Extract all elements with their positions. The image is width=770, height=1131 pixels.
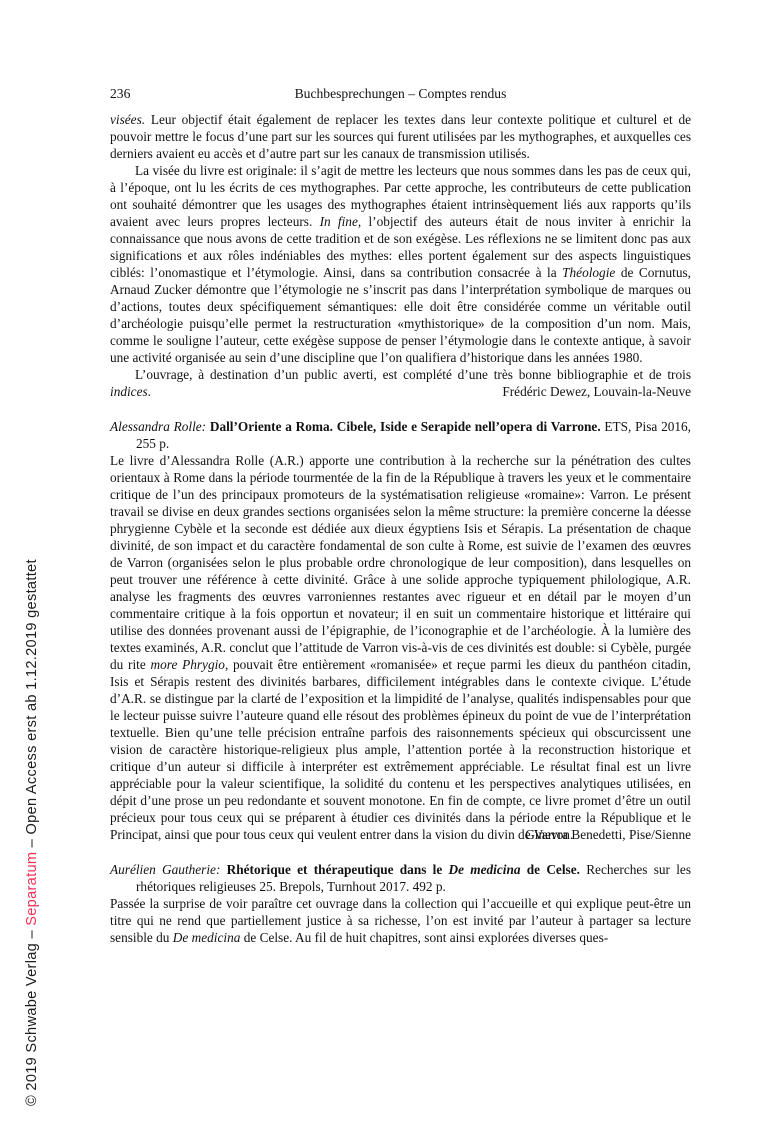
review-body-gautherie: Passée la surprise de voir paraître cet ouvrage dans la collection qui l’accueille et qui explique peut-être un titre qui ne rend que partiellement justice à sa richesse, l’on est invité par l’auteur à partager sa lecture sensible du De medicina de Celse. Au fil de huit chapitres, sont ainsi explorées diverses ques- (110, 896, 691, 945)
copyright-imprint (24, 559, 40, 1106)
review-heading-rolle: Alessandra Rolle: Dall’Oriente a Roma. Cibele, Iside e Serapide nell’opera di Varrone. ETS, Pisa 2016, 255 p. (110, 419, 691, 451)
imprint-separatum: Separatum (24, 851, 40, 926)
review-text-rolle: Le livre d’Alessandra Rolle (A.R.) apporte une contribution à la recherche sur la pénétration des cultes orientaux à Rome dans la période tourmentée de la fin de la République à travers les yeux et le commentaire critique de l’un des principaux promoteurs de la systématisation religieuse «romaine»: Varron. Le présent travail se divise en deux grandes sections organisées selon la même structure: la première concerne la déesse phrygienne Cybèle et la seconde est dédiée aux dieux égyptiens Isis et Sérapis. La présentation de chaque divinité, de son impact et du caractère fondamental de son culte à Rome, est suivie de l’examen des œuvres de Varron (organisées selon le plus probable ordre chronologique de leur composition), dans lesquelles on peut trouver une référence à cette divinité. Grâce à une solide approche typiquement philologique, A.R. analyse les fragments des œuvres varroniennes restantes avec rigueur et en détail par le moyen d’un commentaire critique à la fois opportun et novateur; il en suit un commentaire historique et littéraire qui utilise des données provenant aussi de l’épigraphie, de l’iconographie et de l’archéologie. À la lumière des textes examinés, A.R. conclut que l’attitude de Varron vis-à-vis de ces divinités est double: si Cybèle, purgée du rite more Phrygio, pouvait être entièrement «romanisée» et reçue parmi les dieux du panthéon citadin, Isis et Sérapis restent des divinités barbares, difficilement intégrables dans le contexte civique. L’étude d’A.R. se distingue par la clarté de l’exposition et la limpidité de l’analyse, qualités indispensables pour que le lecteur puisse suivre l’auteure quand elle résout des problèmes épineux du point de vue de l’interprétation textuelle. Bien qu’une telle précision entraîne parfois des raisonnements spécieux qui obscurcissent une vision de caractère historique-religieux plus ample, l’attention portée à la reconstruction historique et critique d’un auteur si difficile à interpréter est extrêmement appréciable. Le résultat final est un livre appréciable pour la valeur scientifique, la solidité du contenu et les perspectives analytiques utilisées, en dépit d’une prose un peu redondante et souvent monotone. En fin de compte, ce livre promet d’être un outil précieux pour tous ceux qui se préparent à étudier ces divinités dans la période entre la République et le Principat, ainsi que pour tous ceux qui veulent entrer dans la vision du divin de Varron. (110, 453, 691, 842)
running-title: Buchbesprechungen – Comptes rendus (294, 86, 507, 101)
page-number: 236 (110, 86, 131, 101)
imprint-suffix: – Open Access erst ab 1.12.2019 gestattet (24, 559, 40, 852)
body-paragraph: La visée du livre est originale: il s’agit de mettre les lecteurs que nous sommes dans les pas de ceux qui, à l’époque, ont lu les écrits de ces mythographes. Par cette approche, les contributeurs de cette publication ont souhaité démontrer que les usages des mythographes étaient intrinsèquement liés aux rapports qu’ils avaient avec leurs propres lecteurs. In fine, l’objectif des auteurs était de nous inviter à enrichir la connaissance que nous avons de cette tradition et de son exégèse. Les réflexions ne se limitent donc pas aux significations et aux rôles indéniables des mythes: elles portent également sur des aspects linguistiques ciblés: l’onomastique et l’étymologie. Ainsi, dans sa contribution consacrée à la Théologie de Cornutus, Arnaud Zucker démontre que l’étymologie ne s’inscrit pas dans l’interprétation symbolique de marques ou d’actions, toutes deux spécifiquement sémantiques: elle doit être considérée comme un véritable outil d’archéologie puisqu’elle permet la restructuration «mythistorique» de la composition d’un nom. Mais, comme le souligne l’auteur, cette exégèse suppose de penser l’étymologie dans le contexte antique, à savoir une activité organisée au sein d’une discipline que l’on qualifiera d’historique dans les années 1980. (110, 163, 691, 365)
review-rolle (110, 418, 691, 843)
closing-text: L’ouvrage, à destination d’un public averti, est complété d’une très bonne bibliographie et de trois indices. (110, 367, 691, 399)
page-content (110, 85, 691, 946)
review-heading-gautherie: Aurélien Gautherie: Rhétorique et thérapeutique dans le De medicina de Celse. Recherches sur les rhétoriques religieuses 25. Brepols, Turnhout 2017. 492 p. (110, 862, 691, 894)
page-header (110, 85, 691, 102)
reviewer-signature-dewez: Frédéric Dewez, Louvain-la-Neuve (502, 384, 691, 399)
closing-paragraph (110, 366, 691, 400)
review-gautherie (110, 861, 691, 946)
review-body-rolle (110, 452, 691, 843)
reviewer-signature-benedetti: Ginevra Benedetti, Pise/Sienne (525, 827, 691, 842)
imprint-prefix: © 2019 Schwabe Verlag – (24, 925, 40, 1106)
continuation-paragraph: visées. Leur objectif était également de replacer les textes dans leur contexte politique et culturel et de pouvoir mettre le focus d’une part sur les sources qui furent utilisées par les mythographes, et auxquelles ces derniers avaient eu accès et d’autre part sur les canaux de transmission utilisés. (110, 112, 691, 161)
